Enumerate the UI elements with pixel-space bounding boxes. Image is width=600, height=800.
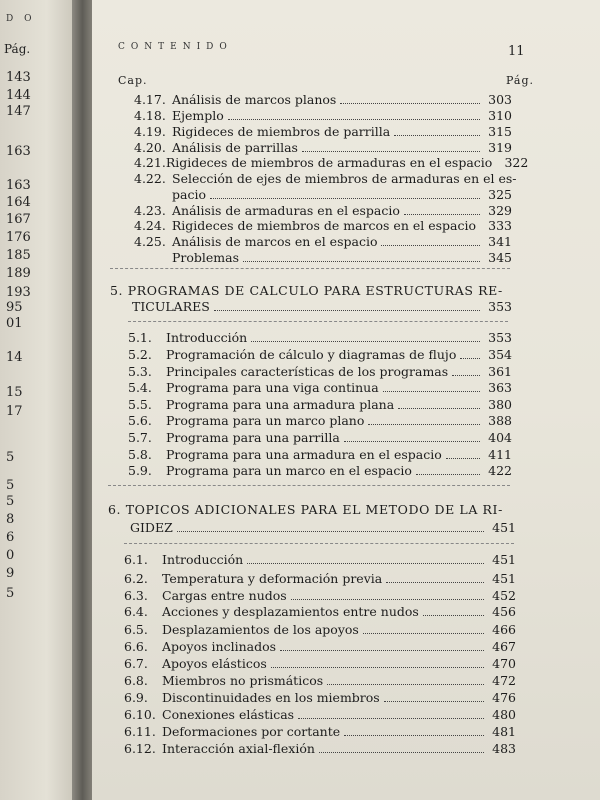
toc-entry (128, 463, 512, 479)
facing-page-number: 95 (6, 300, 23, 315)
toc-entry-number: 4.24. (134, 218, 166, 233)
toc-entry (134, 234, 512, 250)
toc-entry-page: 333 (488, 218, 512, 233)
toc-entry-page: 388 (488, 413, 512, 428)
toc-entry (134, 140, 512, 156)
facing-page-number: 167 (6, 212, 31, 227)
toc-entry-page: 451 (492, 520, 516, 535)
toc-entry-number: 4.22. (134, 171, 166, 186)
toc-entry-page: 310 (488, 108, 512, 123)
facing-page-number: 185 (6, 248, 31, 263)
leader-dots (363, 633, 484, 634)
toc-entry-title: Programa para una parrilla (166, 430, 340, 445)
toc-entry-number: 6.6. (124, 639, 148, 654)
toc-entry-page: 329 (488, 203, 512, 218)
toc-entry-title: Programa para un marco en el espacio (166, 463, 412, 478)
toc-entry-number: 4.17. (134, 92, 166, 107)
toc-entry-title: Rigideces de miembros de armaduras en el espacio (165, 155, 493, 170)
toc-entry-title: Desplazamientos de los apoyos (162, 622, 359, 637)
leader-dots (319, 752, 484, 753)
toc-entry (134, 155, 529, 171)
toc-entry-number: 6.2. (124, 571, 148, 586)
toc-entry-title: Temperatura y deformación previa (162, 571, 383, 586)
facing-page-number: 0 (6, 548, 15, 563)
toc-entry (128, 397, 512, 413)
toc-entry (128, 447, 512, 463)
toc-entry (134, 218, 512, 234)
toc-entry (110, 299, 512, 315)
toc-entry-page: 422 (488, 463, 512, 478)
toc-entry-number: 6.8. (124, 673, 148, 688)
leader-dots (298, 718, 484, 719)
leader-dots (210, 198, 480, 199)
leader-dots (398, 408, 480, 409)
toc-entry-number: 5.4. (128, 380, 152, 395)
toc-entry-page: 476 (492, 690, 516, 705)
facing-page-number: 8 (6, 512, 15, 527)
toc-entry-page: 451 (492, 552, 516, 567)
leader-dots (291, 599, 484, 600)
toc-entry-number: 6.5. (124, 622, 148, 637)
toc-entry-page: 467 (492, 639, 516, 654)
leader-dots (381, 245, 480, 246)
toc-entry (124, 622, 516, 638)
toc-entry-number: 6.11. (124, 724, 156, 739)
toc-entry-title: Análisis de armaduras en el espacio (172, 203, 400, 218)
toc-entry (134, 124, 512, 140)
facing-page-number: 189 (6, 266, 31, 281)
leader-dots (247, 563, 484, 564)
toc-entry (124, 741, 516, 757)
leader-dots (423, 615, 484, 616)
facing-page-number: 14 (6, 350, 23, 365)
facing-page-number: 147 (6, 104, 31, 119)
toc-entry-title: Programa para un marco plano (166, 413, 365, 428)
toc-entry (128, 413, 512, 429)
toc-entry-page: 456 (492, 604, 516, 619)
cap-column-label: Cap. (118, 74, 148, 87)
facing-page-number: 6 (6, 530, 15, 545)
toc-entry (128, 380, 512, 396)
toc-entry (108, 520, 516, 536)
toc-entry (134, 187, 512, 203)
toc-entry-number: 4.23. (134, 203, 166, 218)
facing-page-number: 193 (6, 285, 31, 300)
leader-dots (383, 391, 480, 392)
facing-page-number: 5 (6, 586, 15, 601)
leader-dots (327, 684, 484, 685)
running-head: CONTENIDO (118, 42, 233, 52)
toc-entry-number: 6.12. (124, 741, 156, 756)
facing-page-number: 5 (6, 450, 15, 465)
facing-page-number: 15 (6, 385, 23, 400)
toc-entry-number: 5.3. (128, 364, 152, 379)
toc-entry-number: 6.3. (124, 588, 148, 603)
leader-dots (271, 667, 484, 668)
toc-entry-page: 380 (488, 397, 512, 412)
leader-dots (394, 135, 480, 136)
leader-dots (302, 151, 480, 152)
toc-entry (134, 250, 512, 266)
leader-dots (340, 103, 480, 104)
toc-entry-number: 4.18. (134, 108, 166, 123)
toc-entry-title: Introducción (166, 330, 248, 345)
facing-page-number: 164 (6, 195, 31, 210)
toc-entry-page: 472 (492, 673, 516, 688)
toc-entry-title: Rigideces de miembros de marcos en el espacio (171, 218, 476, 233)
toc-entry-page: 322 (504, 155, 529, 170)
toc-entry-title: Programa para una armadura en el espacio (166, 447, 442, 462)
toc-entry (128, 347, 512, 363)
toc-entry-title: Discontinuidades en los miembros (162, 690, 380, 705)
toc-entry-title: Programa para una armadura plana (166, 397, 395, 412)
facing-page-number: 01 (6, 316, 23, 331)
toc-entry-title: Apoyos elásticos (162, 656, 267, 671)
leader-dots (404, 214, 480, 215)
toc-entry-page: 466 (492, 622, 516, 637)
section-divider (108, 485, 510, 486)
toc-entry-title: Análisis de parrillas (172, 140, 298, 155)
leader-dots (177, 531, 484, 532)
facing-page-number: 9 (6, 566, 15, 581)
toc-entry-title: pacio (172, 187, 206, 202)
toc-entry (124, 639, 516, 655)
toc-entry-title: Principales características de los programas (166, 364, 449, 379)
toc-entry-number: 5.2. (128, 347, 152, 362)
toc-entry-title: Cargas entre nudos (162, 588, 287, 603)
leader-dots (416, 474, 480, 475)
leader-dots (386, 582, 484, 583)
toc-entry-number: 6.7. (124, 656, 148, 671)
toc-entry-title: GIDEZ (130, 520, 173, 535)
toc-entry (124, 690, 516, 706)
facing-page (0, 0, 78, 800)
facing-page-number: 163 (6, 178, 31, 193)
toc-entry-title: Programación de cálculo y diagramas de flujo (166, 347, 457, 362)
toc-entry-number: 5.9. (128, 463, 152, 478)
toc-entry-page: 315 (488, 124, 512, 139)
toc-entry-number: 6.9. (124, 690, 148, 705)
toc-entry-title: Problemas (172, 250, 240, 265)
toc-entry-page: 483 (492, 741, 516, 756)
chapter-title: 5. PROGRAMAS DE CALCULO PARA ESTRUCTURAS RE- (110, 283, 503, 298)
leader-dots (243, 261, 480, 262)
leader-dots (344, 441, 480, 442)
toc-entry (124, 571, 516, 587)
pag-column-label: Pág. (506, 74, 535, 87)
facing-page-number: 144 (6, 88, 31, 103)
facing-page-number: 176 (6, 230, 31, 245)
toc-entry-number: 5.8. (128, 447, 152, 462)
toc-entry-page: 341 (488, 234, 512, 249)
toc-entry (128, 364, 512, 380)
toc-entry (124, 604, 516, 620)
facing-page-number: 5 (6, 494, 15, 509)
toc-entry (134, 92, 512, 108)
toc-entry-title: Selección de ejes de miembros de armaduras en el es- (172, 171, 517, 186)
leader-dots (228, 119, 480, 120)
toc-entry-number: 4.19. (134, 124, 166, 139)
leader-dots (214, 310, 480, 311)
toc-entry-title: Conexiones elásticas (162, 707, 295, 722)
toc-entry-number: 5.7. (128, 430, 152, 445)
leader-dots (251, 341, 480, 342)
toc-entry-title: TICULARES (132, 299, 210, 314)
toc-entry (128, 330, 512, 346)
toc-entry-page: 481 (492, 724, 516, 739)
toc-entry (128, 430, 512, 446)
toc-entry-page: 303 (488, 92, 512, 107)
leader-dots (344, 735, 484, 736)
toc-entry-page: 319 (488, 140, 512, 155)
facing-page-number: 143 (6, 70, 31, 85)
toc-entry (124, 724, 516, 740)
toc-entry-number: 6.1. (124, 552, 148, 567)
toc-entry-number: 4.21. (134, 155, 166, 170)
toc-entry-title: Acciones y desplazamientos entre nudos (162, 604, 419, 619)
toc-entry (124, 707, 516, 723)
toc-entry-title: Ejemplo (172, 108, 224, 123)
toc-entry-page: 353 (488, 330, 512, 345)
chapter-title: 6. TOPICOS ADICIONALES PARA EL METODO DE LA RI- (108, 502, 503, 517)
toc-entry-page: 480 (492, 707, 516, 722)
toc-entry (134, 203, 512, 219)
toc-entry-page: 451 (492, 571, 516, 586)
toc-entry (124, 588, 516, 604)
toc-entry-number: 5.1. (128, 330, 152, 345)
toc-entry-number: 4.20. (134, 140, 166, 155)
toc-entry-title: Deformaciones por cortante (162, 724, 341, 739)
toc-entry-number: 6.4. (124, 604, 148, 619)
toc-entry-title: Introducción (162, 552, 244, 567)
section-divider (124, 543, 514, 544)
toc-entry-number: 5.6. (128, 413, 152, 428)
leader-dots (384, 701, 484, 702)
toc-entry (134, 108, 512, 124)
section-divider (110, 268, 510, 269)
toc-entry-title: Miembros no prismáticos (162, 673, 324, 688)
toc-entry-number: 6.10. (124, 707, 156, 722)
facing-page-number: 5 (6, 478, 15, 493)
section-divider (128, 321, 508, 322)
toc-entry-page: 361 (488, 364, 512, 379)
page-number: 11 (508, 44, 525, 59)
facing-page-number: 17 (6, 404, 23, 419)
toc-entry (124, 673, 516, 689)
facing-page-header: D O (6, 14, 36, 24)
leader-dots (368, 424, 480, 425)
facing-page-pag-label: Pág. (4, 42, 31, 56)
toc-entry-title: Análisis de marcos planos (172, 92, 337, 107)
toc-entry-title: Interacción axial-flexión (162, 741, 315, 756)
toc-entry-page: 325 (488, 187, 512, 202)
facing-page-number: 163 (6, 144, 31, 159)
toc-entry-page: 404 (488, 430, 512, 445)
toc-entry (124, 552, 516, 568)
toc-entry-page: 470 (492, 656, 516, 671)
toc-entry-number: 5.5. (128, 397, 152, 412)
toc-entry-title: Rigideces de miembros de parrilla (172, 124, 391, 139)
toc-entry-title: Apoyos inclinados (162, 639, 277, 654)
toc-entry-page: 353 (488, 299, 512, 314)
leader-dots (452, 375, 480, 376)
toc-entry-page: 354 (488, 347, 512, 362)
leader-dots (446, 458, 480, 459)
toc-entry-number: 4.25. (134, 234, 166, 249)
toc-entry-page: 411 (488, 447, 512, 462)
toc-entry-page: 452 (492, 588, 516, 603)
toc-entry-title: Programa para una viga continua (166, 380, 379, 395)
toc-entry-title: Análisis de marcos en el espacio (172, 234, 378, 249)
leader-dots (460, 358, 480, 359)
leader-dots (280, 650, 484, 651)
toc-entry-page: 345 (488, 250, 512, 265)
toc-entry (124, 656, 516, 672)
toc-entry-page: 363 (488, 380, 512, 395)
